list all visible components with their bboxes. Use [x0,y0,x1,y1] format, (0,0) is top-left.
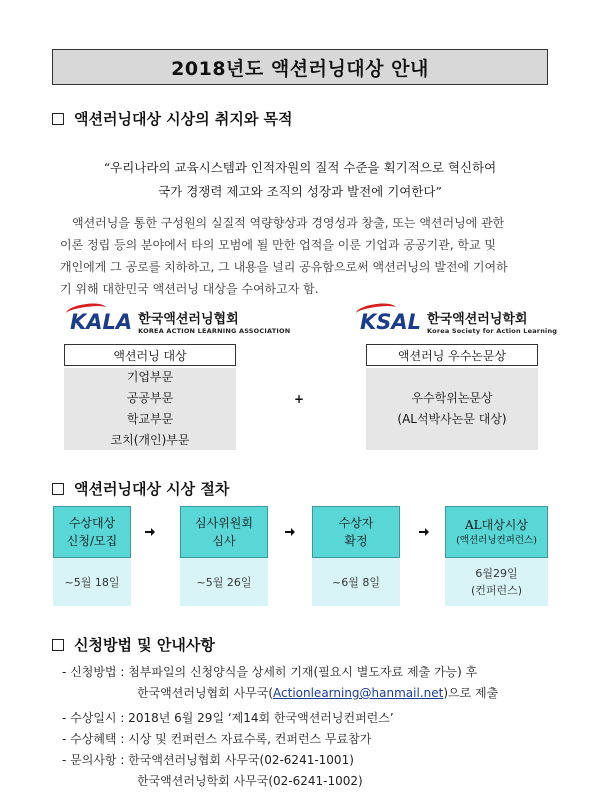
paragraph-line: 개인에게 그 공로를 치하하고, 그 내용을 널리 공유함으로써 액션러닝의 발전에 기여하 [60,260,508,274]
kala-award-categories [64,368,236,450]
plus-sign: + [294,392,305,406]
email-link[interactable]: Actionlearning@hanmail.net [273,686,444,700]
section-heading-procedure [52,478,229,499]
kala-name-ko: 한국액션러닝협회 [138,312,239,327]
section-heading-purpose [52,108,293,129]
paragraph-line: 이론 정립 등의 분야에서 타의 모범에 될 만한 업적을 이룬 기업과 공공기관, 학교 및 [60,238,496,252]
step-date: 6월29일 (컨퍼런스) [445,558,548,606]
section-heading-text: 액션러닝대상 시상의 취지와 목적 [74,110,293,128]
ksal-award-categories [366,368,538,450]
step-ceremony [445,506,548,558]
step-label: 심사위원회 [195,516,253,530]
kala-logo-mark: KALA [70,310,132,334]
page-title [52,49,548,85]
ksal-name-en: Korea Society for Action Learning [427,327,558,335]
step-date: ~5월 18일 [53,558,131,606]
checkbox-square-icon [52,113,64,125]
section-heading-text: 신청방법 및 안내사항 [74,636,215,654]
info-contact: - 문의사항 : 한국액션러닝협회 사무국(02-6241-1001) [62,753,354,767]
checkbox-square-icon [52,639,64,651]
award-category: 코치(개인)부문 [110,433,190,447]
step-label: 수상자 [338,516,374,530]
ksal-name-ko: 한국액션러닝학회 [427,312,528,327]
award-category: 우수학위논문상 [411,391,493,405]
arrow-right-icon [285,527,295,537]
checkbox-square-icon [52,483,64,495]
ksal-logo [360,308,557,335]
info-date: - 수상일시 : 2018년 6월 29일 ‘제14회 한국액션러닝컨퍼런스’ [62,711,394,725]
step-review [180,506,268,558]
step-label: 심사 [212,534,236,548]
award-category: 공공부문 [126,391,174,405]
step-label: 확정 [344,534,368,548]
paragraph-line: 액션러닝을 통한 구성원의 실질적 역량향상과 경영성과 창출, 또는 액션러닝에 관한 [72,216,505,230]
step-label: 신청/모집 [66,534,118,548]
arrow-right-icon [145,527,155,537]
step-confirm [312,506,400,558]
step-apply [53,506,131,558]
purpose-quote [40,156,560,204]
award-category: 기업부문 [126,370,174,384]
purpose-paragraph [60,212,550,300]
step-label: AL대상시상 [464,518,528,532]
info-contact-2: 한국액션러닝학회 사무국(02-6241-1002) [137,774,363,788]
kala-name-en: KOREA ACTION LEARNING ASSOCIATION [138,327,291,335]
award-category: (AL석박사논문 대상) [397,412,507,426]
info-method: - 신청방법 : 첨부파일의 신청양식을 상세히 기재(필요시 별도자료 제출 가능) 후 [62,665,478,679]
quote-line: 국가 경쟁력 제고와 조직의 성장과 발전에 기여한다” [158,184,442,199]
step-date: ~6월 8일 [312,558,400,606]
kala-award-label: 액션러닝 대상 [64,344,236,366]
page-title-text: 2018년도 액션러닝대상 안내 [171,57,429,80]
ksal-award-label: 액션러닝 우수논문상 [366,344,538,366]
info-method-submit: 한국액션러닝협회 사무국(Actionlearning@hanmail.net)으로 제출 [137,686,499,700]
ksal-logo-mark: KSAL [360,310,421,334]
section-heading-text: 액션러닝대상 시상 절차 [74,480,230,498]
section-heading-application [52,634,215,655]
step-date: ~5월 26일 [180,558,268,606]
paragraph-line: 기 위해 대한민국 액션러닝 대상을 수여하고자 함. [60,282,319,296]
info-benefit: - 수상혜택 : 시상 및 컨퍼런스 자료수록, 컨퍼런스 무료참가 [62,732,372,746]
step-label: 수상대상 [68,516,116,530]
award-category: 학교부문 [126,412,174,426]
kala-logo [70,308,290,335]
step-sublabel: (액션러닝컨퍼런스) [456,535,537,546]
quote-line: “우리나라의 교육시스템과 인적자원의 질적 수준을 획기적으로 혁신하여 [103,160,497,175]
arrow-right-icon [419,527,429,537]
